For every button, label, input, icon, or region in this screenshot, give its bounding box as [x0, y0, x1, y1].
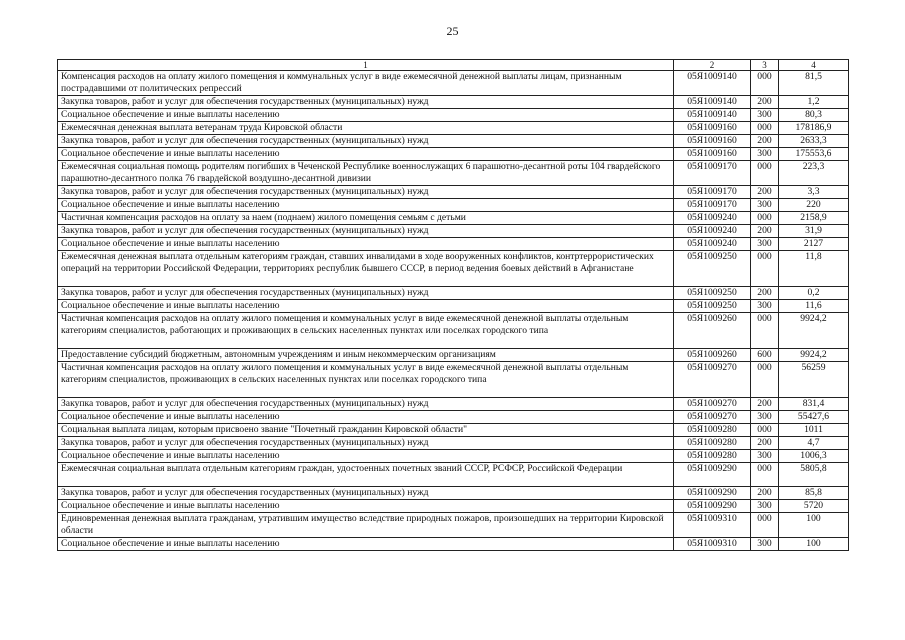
row-code-cell: 05Я1009290 — [674, 500, 751, 513]
row-type-cell: 200 — [751, 96, 779, 109]
row-amount-cell: 1,2 — [779, 96, 849, 109]
row-amount-cell: 1006,3 — [779, 450, 849, 463]
row-name-cell: Закупка товаров, работ и услуг для обеспечения государственных (муниципальных) нужд — [58, 287, 674, 300]
row-type-cell: 300 — [751, 538, 779, 551]
table-row — [58, 398, 849, 411]
table-row — [58, 300, 849, 313]
table-row — [58, 513, 849, 538]
row-amount-cell: 2158,9 — [779, 212, 849, 225]
row-amount-cell: 5720 — [779, 500, 849, 513]
row-amount-cell: 4,7 — [779, 437, 849, 450]
row-code-cell: 05Я1009280 — [674, 437, 751, 450]
row-code-cell: 05Я1009240 — [674, 225, 751, 238]
table-row — [58, 349, 849, 362]
row-type-cell: 200 — [751, 287, 779, 300]
row-name-cell: Социальное обеспечение и иные выплаты населению — [58, 500, 674, 513]
row-amount-cell: 9924,2 — [779, 349, 849, 362]
budget-table — [57, 59, 849, 551]
row-code-cell: 05Я1009260 — [674, 349, 751, 362]
table-row — [58, 186, 849, 199]
row-code-cell: 05Я1009270 — [674, 411, 751, 424]
row-code-cell: 05Я1009310 — [674, 538, 751, 551]
table-body — [58, 71, 849, 551]
row-type-cell: 200 — [751, 135, 779, 148]
row-type-cell: 600 — [751, 349, 779, 362]
row-type-cell: 000 — [751, 71, 779, 96]
row-amount-cell: 81,5 — [779, 71, 849, 96]
table-row — [58, 463, 849, 487]
row-type-cell: 000 — [751, 424, 779, 437]
row-amount-cell: 5805,8 — [779, 463, 849, 487]
row-code-cell: 05Я1009250 — [674, 300, 751, 313]
table-row — [58, 411, 849, 424]
table-row — [58, 287, 849, 300]
row-name-cell: Социальное обеспечение и иные выплаты населению — [58, 238, 674, 251]
row-name-cell: Предоставление субсидий бюджетным, автономным учреждениям и иным некоммерческим организациям — [58, 349, 674, 362]
page-number: 25 — [446, 24, 459, 38]
row-type-cell: 300 — [751, 450, 779, 463]
row-name-cell: Закупка товаров, работ и услуг для обеспечения государственных (муниципальных) нужд — [58, 437, 674, 450]
row-name-cell: Социальное обеспечение и иные выплаты населению — [58, 538, 674, 551]
table-row — [58, 251, 849, 287]
row-code-cell: 05Я1009170 — [674, 186, 751, 199]
row-name-cell: Ежемесячная денежная выплата отдельным категориям граждан, ставших инвалидами в ходе вооруженных конфликтов, контртеррористических операций на территории Российской Федерации, территориях республик бывшего СССР, в период ведения боевых действий в Афганистане — [58, 251, 674, 287]
table-row — [58, 96, 849, 109]
row-type-cell: 000 — [751, 463, 779, 487]
row-type-cell: 300 — [751, 148, 779, 161]
row-type-cell: 300 — [751, 500, 779, 513]
table-row — [58, 225, 849, 238]
table-row — [58, 487, 849, 500]
row-type-cell: 200 — [751, 225, 779, 238]
row-name-cell: Закупка товаров, работ и услуг для обеспечения государственных (муниципальных) нужд — [58, 96, 674, 109]
row-amount-cell: 85,8 — [779, 487, 849, 500]
table-row — [58, 135, 849, 148]
row-name-cell: Закупка товаров, работ и услуг для обеспечения государственных (муниципальных) нужд — [58, 487, 674, 500]
table-row — [58, 538, 849, 551]
row-amount-cell: 0,2 — [779, 287, 849, 300]
row-name-cell: Закупка товаров, работ и услуг для обеспечения государственных (муниципальных) нужд — [58, 225, 674, 238]
row-type-cell: 000 — [751, 122, 779, 135]
row-amount-cell: 80,3 — [779, 109, 849, 122]
row-name-cell: Социальное обеспечение и иные выплаты населению — [58, 300, 674, 313]
row-amount-cell: 56259 — [779, 362, 849, 398]
row-amount-cell: 11,8 — [779, 251, 849, 287]
row-amount-cell: 223,3 — [779, 161, 849, 186]
row-name-cell: Ежемесячная социальная выплата отдельным категориям граждан, удостоенных почетных званий СССР, РСФСР, Российской Федерации — [58, 463, 674, 487]
row-type-cell: 000 — [751, 313, 779, 349]
row-name-cell: Закупка товаров, работ и услуг для обеспечения государственных (муниципальных) нужд — [58, 398, 674, 411]
row-name-cell: Социальное обеспечение и иные выплаты населению — [58, 411, 674, 424]
table-row — [58, 109, 849, 122]
row-amount-cell: 1011 — [779, 424, 849, 437]
row-code-cell: 05Я1009280 — [674, 424, 751, 437]
row-code-cell: 05Я1009280 — [674, 450, 751, 463]
row-type-cell: 200 — [751, 398, 779, 411]
row-type-cell: 300 — [751, 109, 779, 122]
row-name-cell: Компенсация расходов на оплату жилого помещения и коммунальных услуг в виде ежемесячной денежной выплаты лицам, признанным пострадавшими от политических репрессий — [58, 71, 674, 96]
row-amount-cell: 2127 — [779, 238, 849, 251]
column-header-type: 3 — [751, 60, 779, 71]
row-type-cell: 000 — [751, 362, 779, 398]
row-name-cell: Ежемесячная социальная помощь родителям погибших в Чеченской Республике военнослужащих 6 парашютно-десантной роты 104 гвардейского парашютно-десантного полка 76 гвардейской воздушно-десантной дивизии — [58, 161, 674, 186]
row-name-cell: Частичная компенсация расходов на оплату жилого помещения и коммунальных услуг в виде ежемесячной денежной выплаты отдельным категориям специалистов, проживающих в сельских населенных пунктах или поселках городского типа — [58, 362, 674, 398]
row-amount-cell: 100 — [779, 538, 849, 551]
row-code-cell: 05Я1009250 — [674, 287, 751, 300]
row-name-cell: Социальное обеспечение и иные выплаты населению — [58, 199, 674, 212]
row-name-cell: Единовременная денежная выплата гражданам, утратившим имущество вследствие природных пожаров, произошедших на территории Кировской области — [58, 513, 674, 538]
row-name-cell: Ежемесячная денежная выплата ветеранам труда Кировской области — [58, 122, 674, 135]
table-row — [58, 450, 849, 463]
row-name-cell: Частичная компенсация расходов на оплату жилого помещения и коммунальных услуг в виде ежемесячной денежной выплаты отдельным категориям специалистов, работающих и проживающих в сельских населенных пунктах или поселках городского типа — [58, 313, 674, 349]
table-row — [58, 122, 849, 135]
row-name-cell: Закупка товаров, работ и услуг для обеспечения государственных (муниципальных) нужд — [58, 186, 674, 199]
row-type-cell: 000 — [751, 212, 779, 225]
row-type-cell: 300 — [751, 411, 779, 424]
row-type-cell: 300 — [751, 300, 779, 313]
row-code-cell: 05Я1009170 — [674, 161, 751, 186]
table-row — [58, 362, 849, 398]
row-code-cell: 05Я1009250 — [674, 251, 751, 287]
table-header-row — [58, 60, 849, 71]
row-name-cell: Частичная компенсация расходов на оплату за наем (поднаем) жилого помещения семьям с детьми — [58, 212, 674, 225]
row-type-cell: 000 — [751, 251, 779, 287]
row-type-cell: 000 — [751, 161, 779, 186]
table-row — [58, 161, 849, 186]
row-amount-cell: 55427,6 — [779, 411, 849, 424]
row-code-cell: 05Я1009140 — [674, 71, 751, 96]
table-row — [58, 148, 849, 161]
row-amount-cell: 9924,2 — [779, 313, 849, 349]
table-row — [58, 500, 849, 513]
row-code-cell: 05Я1009290 — [674, 487, 751, 500]
row-type-cell: 300 — [751, 199, 779, 212]
row-code-cell: 05Я1009290 — [674, 463, 751, 487]
table-row — [58, 71, 849, 96]
row-amount-cell: 220 — [779, 199, 849, 212]
table-row — [58, 212, 849, 225]
row-name-cell: Социальное обеспечение и иные выплаты населению — [58, 450, 674, 463]
table-row — [58, 238, 849, 251]
row-type-cell: 200 — [751, 437, 779, 450]
table-row — [58, 199, 849, 212]
table-row — [58, 437, 849, 450]
column-header-code: 2 — [674, 60, 751, 71]
row-code-cell: 05Я1009260 — [674, 313, 751, 349]
row-name-cell: Социальное обеспечение и иные выплаты населению — [58, 148, 674, 161]
table-row — [58, 313, 849, 349]
row-code-cell: 05Я1009160 — [674, 122, 751, 135]
row-amount-cell: 31,9 — [779, 225, 849, 238]
row-type-cell: 300 — [751, 238, 779, 251]
row-amount-cell: 2633,3 — [779, 135, 849, 148]
row-code-cell: 05Я1009170 — [674, 199, 751, 212]
row-code-cell: 05Я1009240 — [674, 238, 751, 251]
row-code-cell: 05Я1009270 — [674, 362, 751, 398]
row-name-cell: Социальная выплата лицам, которым присвоено звание "Почетный гражданин Кировской области" — [58, 424, 674, 437]
column-header-name: 1 — [58, 60, 674, 71]
row-name-cell: Социальное обеспечение и иные выплаты населению — [58, 109, 674, 122]
row-amount-cell: 831,4 — [779, 398, 849, 411]
row-code-cell: 05Я1009160 — [674, 135, 751, 148]
table-row — [58, 424, 849, 437]
row-amount-cell: 178186,9 — [779, 122, 849, 135]
column-header-amount: 4 — [779, 60, 849, 71]
row-type-cell: 200 — [751, 186, 779, 199]
row-code-cell: 05Я1009240 — [674, 212, 751, 225]
row-amount-cell: 3,3 — [779, 186, 849, 199]
row-amount-cell: 100 — [779, 513, 849, 538]
row-type-cell: 200 — [751, 487, 779, 500]
row-name-cell: Закупка товаров, работ и услуг для обеспечения государственных (муниципальных) нужд — [58, 135, 674, 148]
row-code-cell: 05Я1009140 — [674, 109, 751, 122]
row-code-cell: 05Я1009160 — [674, 148, 751, 161]
row-code-cell: 05Я1009140 — [674, 96, 751, 109]
row-code-cell: 05Я1009270 — [674, 398, 751, 411]
row-amount-cell: 11,6 — [779, 300, 849, 313]
row-type-cell: 000 — [751, 513, 779, 538]
row-amount-cell: 175553,6 — [779, 148, 849, 161]
row-code-cell: 05Я1009310 — [674, 513, 751, 538]
